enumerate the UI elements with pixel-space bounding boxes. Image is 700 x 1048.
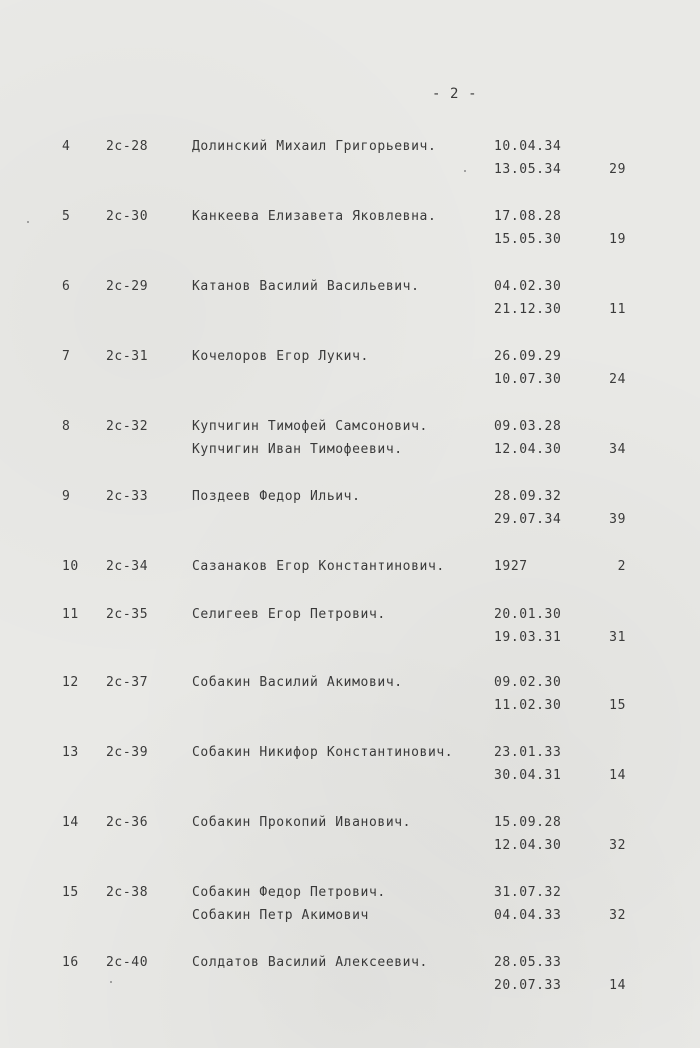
entry-code: 2с-40 (106, 955, 149, 970)
list-item (0, 205, 700, 253)
entry-code: 2с-31 (106, 349, 149, 364)
paper-speck (464, 170, 466, 172)
entry-number: 13 (62, 745, 79, 760)
entry-count: 39 (609, 512, 626, 527)
entry-code: 2с-32 (106, 419, 149, 434)
entry-count: 32 (609, 908, 626, 923)
entry-name: Собакин Василий Акимович. (192, 675, 403, 690)
list-item (0, 415, 700, 463)
entry-names (192, 951, 428, 974)
entry-code: 2с-37 (106, 675, 149, 690)
entry-count: 31 (609, 630, 626, 645)
entry-names (192, 881, 386, 927)
entry-date: 28.05.33 (494, 955, 562, 970)
entry-date: 12.04.30 (494, 838, 562, 853)
entry-date: 19.03.31 (494, 630, 562, 645)
entry-dates (494, 555, 528, 578)
entry-date: 10.04.34 (494, 139, 562, 154)
list-item (0, 135, 700, 183)
entry-date: 1927 (494, 559, 528, 574)
entry-date: 15.05.30 (494, 232, 562, 247)
entry-date: 20.01.30 (494, 607, 562, 622)
entry-name: Кочелоров Егор Лукич. (192, 349, 369, 364)
entry-number: 12 (62, 675, 79, 690)
entry-date: 15.09.28 (494, 815, 562, 830)
entry-code: 2с-33 (106, 489, 149, 504)
entry-date: 04.04.33 (494, 908, 562, 923)
entry-dates (494, 345, 561, 391)
entry-dates (494, 485, 561, 531)
entry-count: 29 (609, 162, 626, 177)
entry-date: 12.04.30 (494, 442, 562, 457)
entry-names (192, 671, 403, 694)
list-item (0, 951, 700, 999)
entry-names (192, 205, 436, 228)
entry-dates (494, 741, 561, 787)
entry-count: 2 (617, 559, 626, 574)
entry-dates (494, 951, 561, 997)
entry-code: 2с-28 (106, 139, 149, 154)
entry-name: Купчигин Иван Тимофеевич. (192, 442, 403, 457)
entry-count: 32 (609, 838, 626, 853)
entry-date: 10.07.30 (494, 372, 562, 387)
entry-names (192, 555, 445, 578)
entry-count: 19 (609, 232, 626, 247)
list-item (0, 671, 700, 719)
entry-count: 24 (609, 372, 626, 387)
entry-name: Собакин Петр Акимович (192, 908, 369, 923)
paper-speck (110, 981, 112, 983)
entry-name: Солдатов Василий Алексеевич. (192, 955, 428, 970)
entry-date: 09.02.30 (494, 675, 562, 690)
entry-date: 31.07.32 (494, 885, 562, 900)
entry-code: 2с-34 (106, 559, 149, 574)
list-item (0, 485, 700, 533)
entry-names (192, 741, 453, 764)
list-item (0, 603, 700, 651)
entry-code: 2с-35 (106, 607, 149, 622)
list-item (0, 741, 700, 789)
entry-date: 20.07.33 (494, 978, 562, 993)
entry-dates (494, 415, 561, 461)
entry-name: Собакин Федор Петрович. (192, 885, 386, 900)
entry-name: Купчигин Тимофей Самсонович. (192, 419, 428, 434)
entry-number: 15 (62, 885, 79, 900)
entry-code: 2с-36 (106, 815, 149, 830)
list-item (0, 345, 700, 393)
entry-name: Канкеева Елизавета Яковлевна. (192, 209, 437, 224)
entry-names (192, 415, 428, 461)
list-item (0, 555, 700, 603)
entry-date: 28.09.32 (494, 489, 562, 504)
entry-dates (494, 205, 561, 251)
entry-names (192, 275, 420, 298)
entry-dates (494, 671, 561, 717)
entry-name: Селигеев Егор Петрович. (192, 607, 386, 622)
entry-code: 2с-38 (106, 885, 149, 900)
entry-number: 10 (62, 559, 79, 574)
entry-date: 17.08.28 (494, 209, 562, 224)
entry-date: 23.01.33 (494, 745, 562, 760)
entry-code: 2с-30 (106, 209, 149, 224)
entry-count: 15 (609, 698, 626, 713)
entry-code: 2с-29 (106, 279, 149, 294)
entry-names (192, 135, 436, 158)
entry-name: Сазанаков Егор Константинович. (192, 559, 445, 574)
list-item (0, 275, 700, 323)
list-item (0, 811, 700, 859)
entry-name: Собакин Прокопий Иванович. (192, 815, 412, 830)
entry-date: 09.03.28 (494, 419, 562, 434)
entry-date: 04.02.30 (494, 279, 562, 294)
entry-number: 4 (62, 139, 71, 154)
entry-dates (494, 275, 561, 321)
entry-names (192, 485, 361, 508)
paper-speck (27, 221, 29, 223)
entry-count: 11 (609, 302, 626, 317)
entry-count: 34 (609, 442, 626, 457)
entry-number: 16 (62, 955, 79, 970)
entry-names (192, 811, 411, 834)
entry-dates (494, 811, 561, 857)
list-item (0, 881, 700, 929)
entry-number: 5 (62, 209, 71, 224)
entry-count: 14 (609, 768, 626, 783)
entry-number: 7 (62, 349, 71, 364)
entry-names (192, 345, 369, 368)
entry-date: 21.12.30 (494, 302, 562, 317)
entry-date: 30.04.31 (494, 768, 562, 783)
entry-dates (494, 881, 561, 927)
entry-name: Собакин Никифор Константинович. (192, 745, 454, 760)
entry-dates (494, 135, 561, 181)
entry-dates (494, 603, 561, 649)
entry-name: Катанов Василий Васильевич. (192, 279, 420, 294)
entry-name: Долинский Михаил Григорьевич. (192, 139, 437, 154)
entry-number: 14 (62, 815, 79, 830)
entry-date: 11.02.30 (494, 698, 562, 713)
entry-number: 8 (62, 419, 71, 434)
entry-code: 2с-39 (106, 745, 149, 760)
entry-name: Поздеев Федор Ильич. (192, 489, 361, 504)
page-number: - 2 - (432, 86, 478, 102)
entry-date: 13.05.34 (494, 162, 562, 177)
entry-number: 6 (62, 279, 71, 294)
entry-number: 9 (62, 489, 71, 504)
entry-names (192, 603, 386, 626)
entry-date: 26.09.29 (494, 349, 562, 364)
entry-count: 14 (609, 978, 626, 993)
entry-date: 29.07.34 (494, 512, 562, 527)
entry-number: 11 (62, 607, 79, 622)
